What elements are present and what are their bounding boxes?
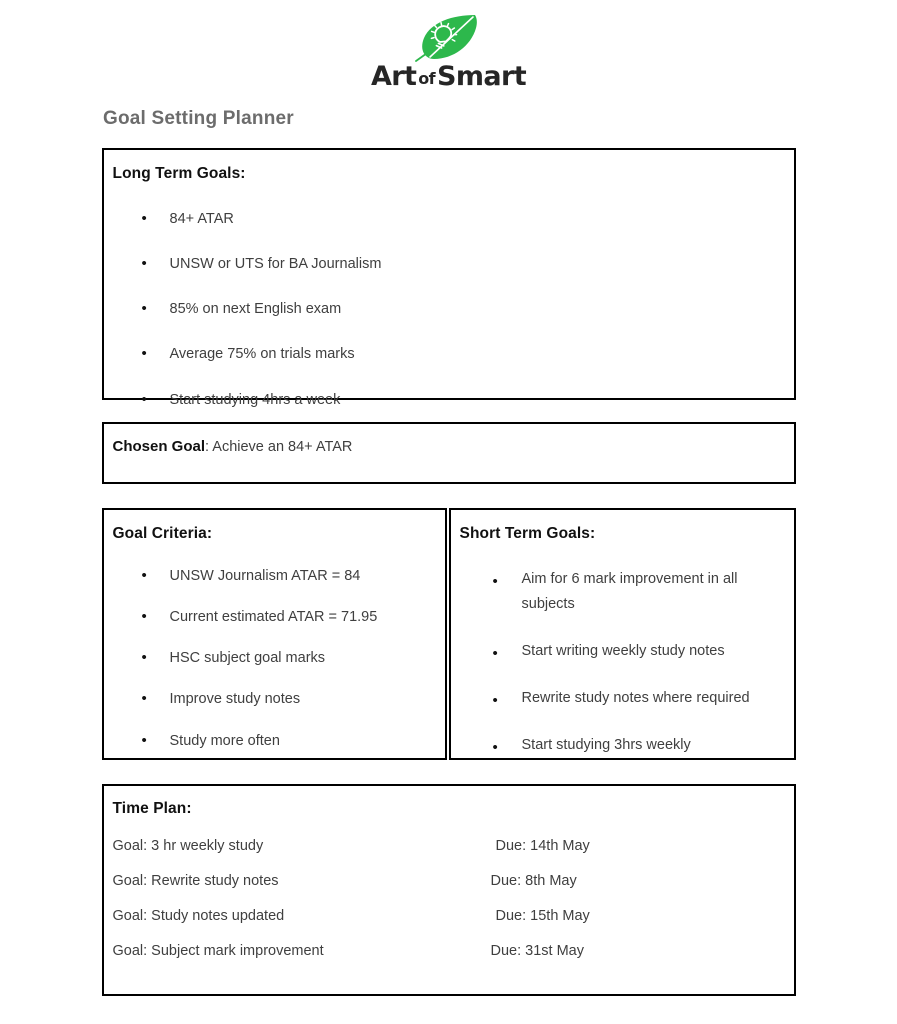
list-item: • Start studying 3hrs weekly bbox=[460, 733, 786, 758]
list-item: • HSC subject goal marks bbox=[113, 649, 437, 668]
list-item: • Rewrite study notes where required bbox=[460, 686, 786, 711]
time-plan-due: Due: 14th May bbox=[495, 838, 590, 854]
time-plan-title: Time Plan: bbox=[112, 800, 192, 817]
list-item: • Aim for 6 mark improvement in all subjects bbox=[460, 567, 786, 617]
planner-sheet bbox=[102, 148, 796, 996]
criteria-and-short-term-row bbox=[102, 508, 796, 760]
list-item: • 84+ ATAR bbox=[113, 210, 780, 229]
time-plan-due: Due: 31st May bbox=[490, 943, 584, 959]
brand-word-art: Art bbox=[370, 61, 417, 92]
list-item: • 85% on next English exam bbox=[113, 300, 780, 319]
short-term-goals-section bbox=[449, 508, 796, 760]
time-plan-goal: Goal: Subject mark improvement bbox=[112, 943, 324, 959]
list-item: • Current estimated ATAR = 71.95 bbox=[113, 608, 437, 627]
short-term-goals-title: Short Term Goals: bbox=[459, 525, 596, 542]
goal-criteria-list bbox=[113, 567, 437, 751]
time-plan-due: Due: 15th May bbox=[495, 908, 590, 924]
brand-word-of: of bbox=[418, 69, 436, 88]
chosen-goal-section bbox=[102, 422, 796, 484]
long-term-goals-list bbox=[113, 210, 780, 410]
brand-logo bbox=[0, 0, 897, 90]
list-item: • Start studying 4hrs a week bbox=[113, 391, 780, 410]
leaf-lightbulb-icon bbox=[413, 12, 485, 62]
goal-criteria-section bbox=[102, 508, 447, 760]
time-plan-due: Due: 8th May bbox=[490, 873, 577, 889]
table-row bbox=[113, 908, 786, 924]
page-title: Goal Setting Planner bbox=[103, 108, 294, 129]
list-item: • Improve study notes bbox=[113, 690, 437, 709]
time-plan-section bbox=[102, 784, 796, 996]
list-item: • Average 75% on trials marks bbox=[113, 345, 780, 364]
chosen-goal-value: Achieve an 84+ ATAR bbox=[212, 439, 353, 455]
time-plan-goal: Goal: Study notes updated bbox=[112, 908, 285, 924]
time-plan-rows bbox=[113, 838, 786, 959]
table-row bbox=[113, 943, 786, 959]
time-plan-goal: Goal: Rewrite study notes bbox=[112, 873, 279, 889]
brand-word-smart: Smart bbox=[437, 61, 527, 92]
list-item: • UNSW Journalism ATAR = 84 bbox=[113, 567, 437, 586]
chosen-goal-label: Chosen Goal bbox=[112, 438, 206, 455]
list-item: • UNSW or UTS for BA Journalism bbox=[113, 255, 780, 274]
long-term-goals-section bbox=[102, 148, 796, 408]
table-row bbox=[113, 838, 786, 854]
short-term-goals-list bbox=[460, 567, 786, 758]
chosen-goal-separator: : bbox=[205, 439, 213, 455]
goal-criteria-title: Goal Criteria: bbox=[112, 525, 213, 542]
brand-wordmark bbox=[371, 63, 526, 90]
list-item: • Study more often bbox=[113, 732, 437, 751]
long-term-goals-title: Long Term Goals: bbox=[112, 165, 246, 182]
list-item: • Start writing weekly study notes bbox=[460, 639, 786, 664]
table-row bbox=[113, 873, 786, 889]
time-plan-goal: Goal: 3 hr weekly study bbox=[112, 838, 264, 854]
chosen-goal-line bbox=[113, 438, 784, 455]
